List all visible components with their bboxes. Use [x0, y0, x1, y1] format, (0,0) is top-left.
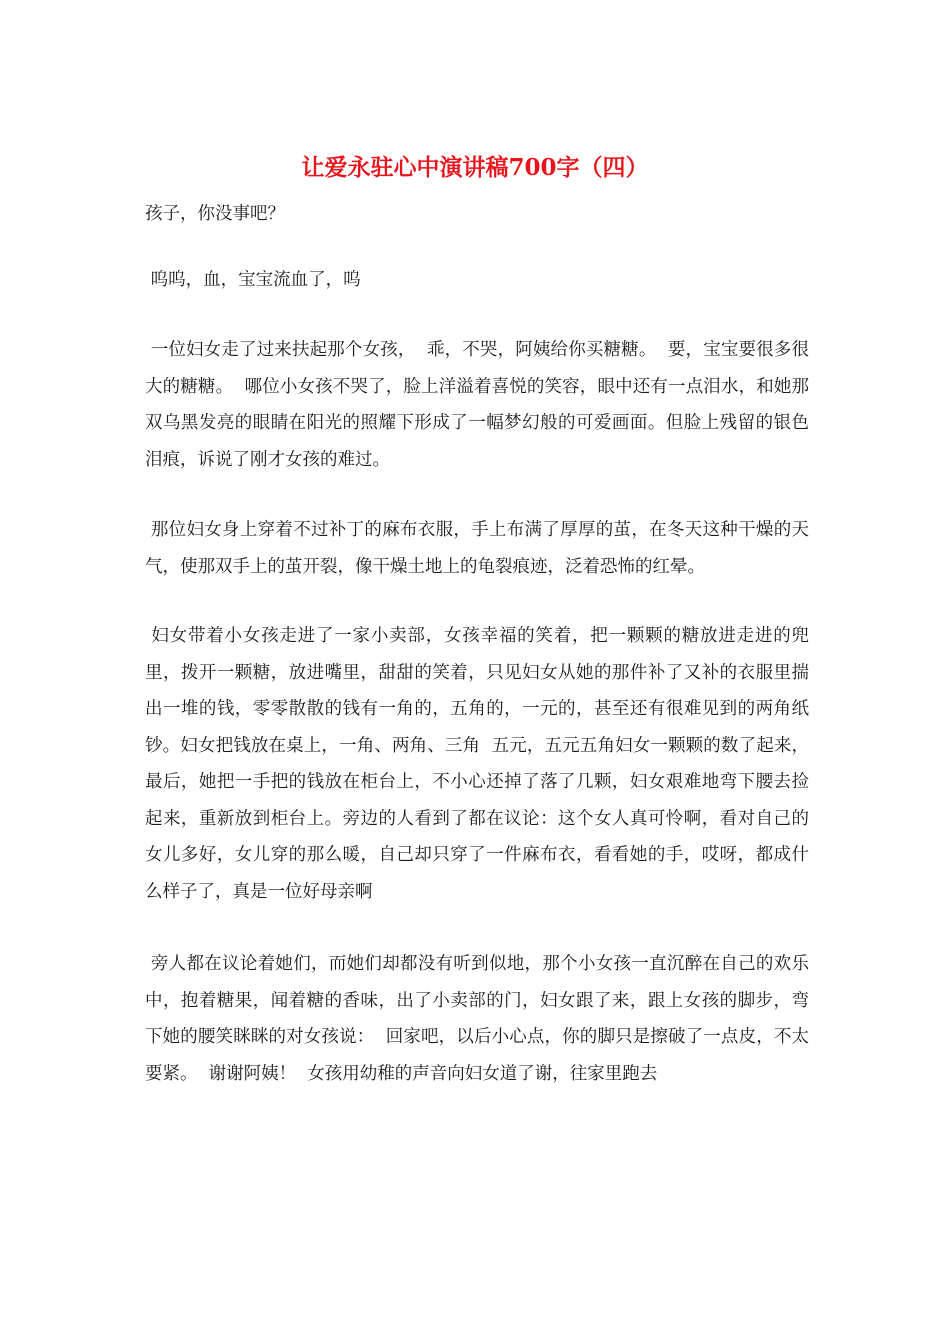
- document-title: 让爱永驻心中演讲稿700字（四）: [301, 154, 649, 181]
- paragraph-3: 一位妇女走了过来扶起那个女孩， 乖，不哭，阿姨给你买糖糖。 要，宝宝要很多很大的糖糖。 哪位小女孩不哭了，脸上洋溢着喜悦的笑容，眼中还有一点泪水，和她那双乌黑发亮的眼睛在阳光的照耀下形成了一幅梦幻般的可爱画面。但脸上残留的银色泪痕，诉说了刚才女孩的难过。: [145, 340, 809, 470]
- paragraph-5: 妇女带着小女孩走进了一家小卖部，女孩幸福的笑着，把一颗颗的糖放进走进的兜里，拨开一颗糖，放进嘴里，甜甜的笑着，只见妇女从她的那件补了又补的衣服里揣出一堆的钱，零零散散的钱有一角的，五角的，一元的，甚至还有很难见到的两角纸钞。妇女把钱放在桌上，一角、两角、三角 五元，五元五角妇女一颗颗的数了起来，最后，她把一手把的钱放在柜台上，不小心还掉了落了几颗，妇女艰难地弯下腰去捡起来，重新放到柜台上。旁边的人看到了都在议论：这个女人真可怜啊，看对自己的女儿多好，女儿穿的那么暖，自己却只穿了一件麻布衣，看看她的手，哎呀，都成什么样子了，真是一位好母亲啊: [145, 626, 809, 902]
- paragraph-2: 呜呜，血，宝宝流血了，呜: [145, 270, 361, 290]
- paragraph-4: 那位妇女身上穿着不过补丁的麻布衣服，手上布满了厚厚的茧，在冬天这种干燥的天气，使那双手上的茧开裂，像干燥土地上的龟裂痕迹，泛着恐怖的红晕。: [145, 520, 809, 577]
- paragraph-6: 旁人都在议论着她们，而她们却都没有听到似地，那个小女孩一直沉醉在自己的欢乐中，抱着糖果，闻着糖的香味，出了小卖部的门，妇女跟了来，跟上女孩的脚步，弯下她的腰笑眯眯的对女孩说： 回家吧，以后小心点，你的脚只是擦破了一点皮，不太要紧。 谢谢阿姨！ 女孩用幼稚的声音向妇女道了谢，往家里跑去: [145, 954, 809, 1084]
- paragraph-1: 孩子，你没事吧？: [145, 204, 285, 224]
